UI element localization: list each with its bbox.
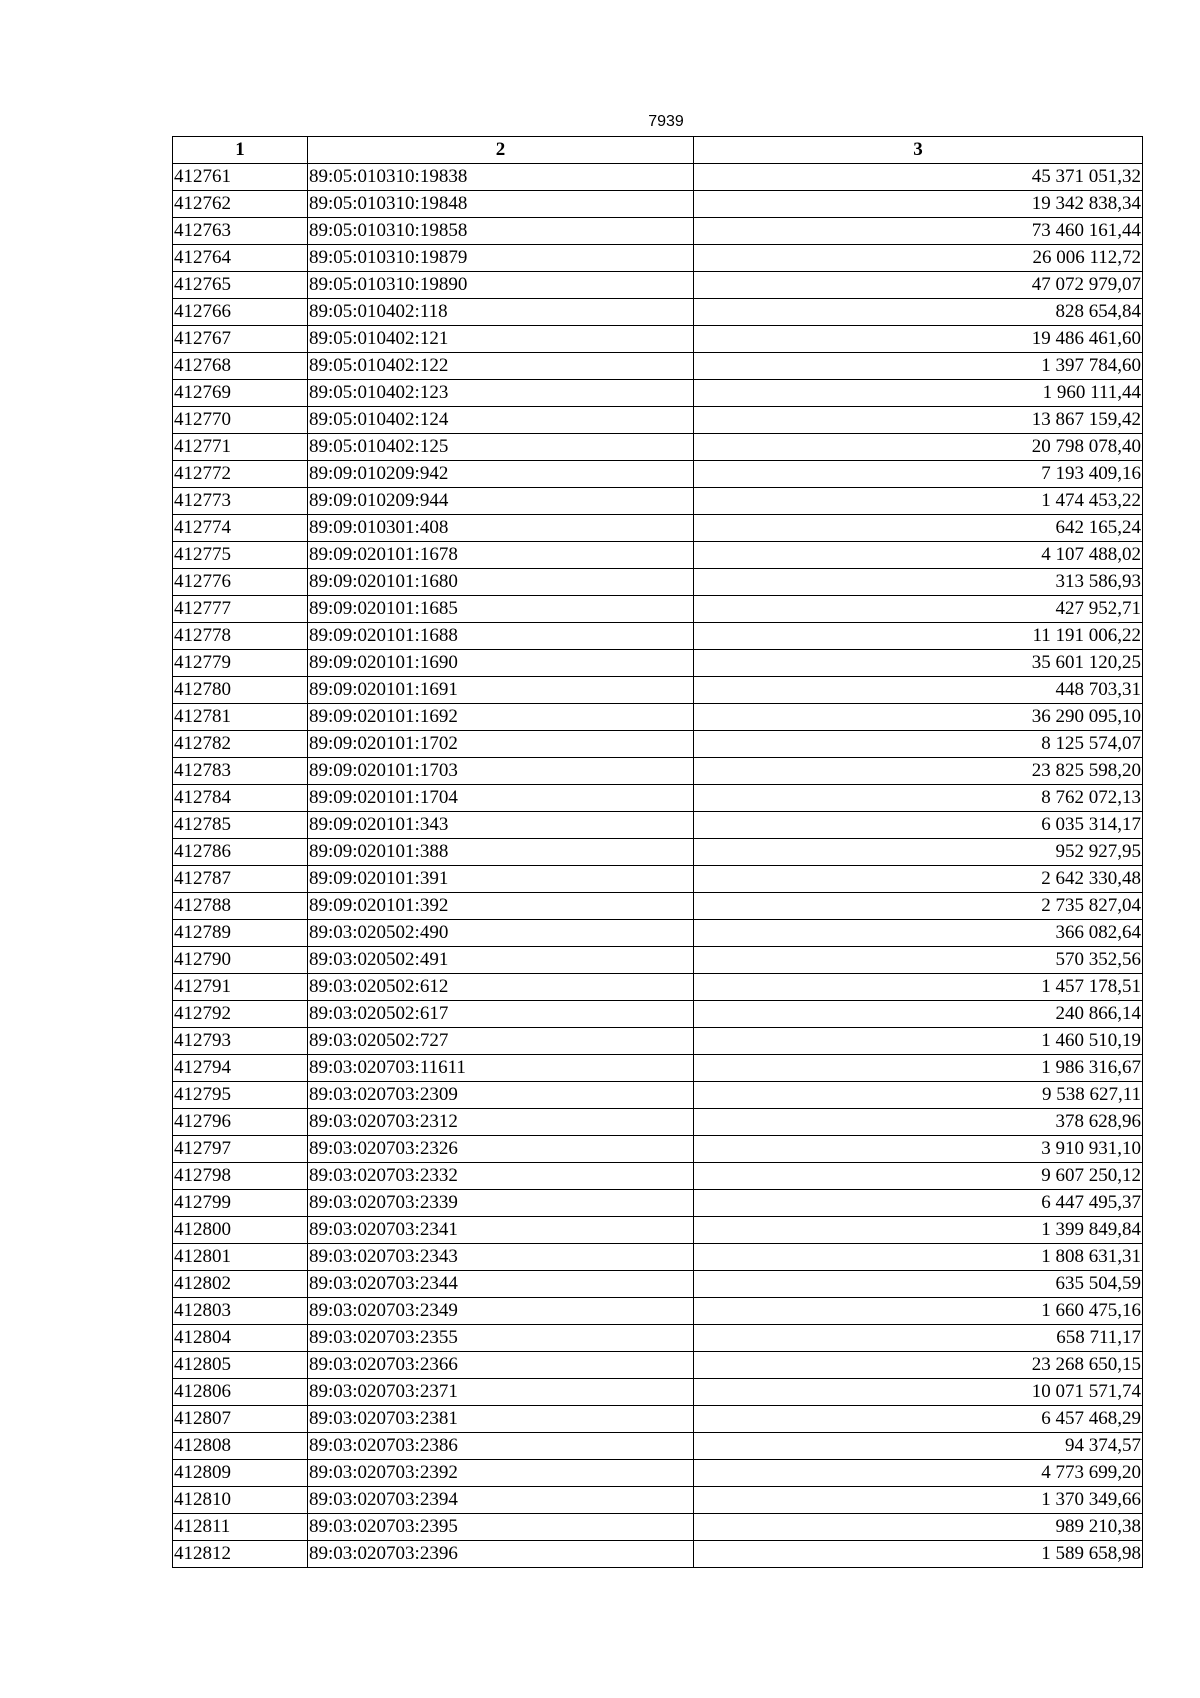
row-number-cell: 412773 (173, 488, 308, 515)
row-number-cell: 412778 (173, 623, 308, 650)
row-number-cell: 412797 (173, 1136, 308, 1163)
value-cell: 2 642 330,48 (694, 866, 1143, 893)
table-header-row (173, 137, 1143, 164)
table-row (173, 1433, 1143, 1460)
cadastral-number-cell: 89:03:020703:2381 (308, 1406, 694, 1433)
cadastral-number-cell: 89:05:010310:19838 (308, 164, 694, 191)
cadastral-number-cell: 89:09:020101:343 (308, 812, 694, 839)
table-row (173, 272, 1143, 299)
cadastral-number-cell: 89:05:010402:123 (308, 380, 694, 407)
row-number-cell: 412772 (173, 461, 308, 488)
cadastral-number-cell: 89:09:010301:408 (308, 515, 694, 542)
value-cell: 1 960 111,44 (694, 380, 1143, 407)
row-number-cell: 412783 (173, 758, 308, 785)
cadastral-number-cell: 89:05:010310:19858 (308, 218, 694, 245)
row-number-cell: 412809 (173, 1460, 308, 1487)
cadastral-number-cell: 89:09:020101:1704 (308, 785, 694, 812)
value-cell: 658 711,17 (694, 1325, 1143, 1352)
value-cell: 448 703,31 (694, 677, 1143, 704)
cadastral-number-cell: 89:09:020101:1702 (308, 731, 694, 758)
value-cell: 47 072 979,07 (694, 272, 1143, 299)
cadastral-number-cell: 89:03:020703:11611 (308, 1055, 694, 1082)
cadastral-number-cell: 89:03:020703:2344 (308, 1271, 694, 1298)
table-row (173, 326, 1143, 353)
value-cell: 9 607 250,12 (694, 1163, 1143, 1190)
value-cell: 19 342 838,34 (694, 191, 1143, 218)
cadastral-number-cell: 89:03:020502:617 (308, 1001, 694, 1028)
cadastral-number-cell: 89:03:020502:612 (308, 974, 694, 1001)
value-cell: 1 370 349,66 (694, 1487, 1143, 1514)
cadastral-number-cell: 89:09:020101:1692 (308, 704, 694, 731)
cadastral-number-cell: 89:03:020703:2395 (308, 1514, 694, 1541)
row-number-cell: 412803 (173, 1298, 308, 1325)
row-number-cell: 412811 (173, 1514, 308, 1541)
value-cell: 10 071 571,74 (694, 1379, 1143, 1406)
row-number-cell: 412805 (173, 1352, 308, 1379)
table-row (173, 461, 1143, 488)
value-cell: 6 457 468,29 (694, 1406, 1143, 1433)
row-number-cell: 412779 (173, 650, 308, 677)
cadastral-number-cell: 89:05:010310:19879 (308, 245, 694, 272)
table-row (173, 893, 1143, 920)
cadastral-number-cell: 89:09:020101:1703 (308, 758, 694, 785)
table-row (173, 515, 1143, 542)
value-cell: 1 808 631,31 (694, 1244, 1143, 1271)
value-cell: 35 601 120,25 (694, 650, 1143, 677)
table-row (173, 1163, 1143, 1190)
row-number-cell: 412802 (173, 1271, 308, 1298)
row-number-cell: 412765 (173, 272, 308, 299)
cadastral-number-cell: 89:03:020502:727 (308, 1028, 694, 1055)
cadastral-number-cell: 89:03:020703:2312 (308, 1109, 694, 1136)
cadastral-number-cell: 89:09:020101:1678 (308, 542, 694, 569)
table-row (173, 380, 1143, 407)
table-row (173, 947, 1143, 974)
table-row (173, 785, 1143, 812)
value-cell: 23 268 650,15 (694, 1352, 1143, 1379)
row-number-cell: 412766 (173, 299, 308, 326)
table-row (173, 218, 1143, 245)
table-row (173, 434, 1143, 461)
value-cell: 26 006 112,72 (694, 245, 1143, 272)
value-cell: 73 460 161,44 (694, 218, 1143, 245)
row-number-cell: 412770 (173, 407, 308, 434)
value-cell: 6 035 314,17 (694, 812, 1143, 839)
cadastral-number-cell: 89:03:020703:2309 (308, 1082, 694, 1109)
value-cell: 635 504,59 (694, 1271, 1143, 1298)
table-row (173, 488, 1143, 515)
table-row (173, 1055, 1143, 1082)
value-cell: 4 773 699,20 (694, 1460, 1143, 1487)
value-cell: 828 654,84 (694, 299, 1143, 326)
column-header-2: 2 (308, 137, 694, 164)
cadastral-number-cell: 89:09:020101:391 (308, 866, 694, 893)
cadastral-number-cell: 89:03:020703:2343 (308, 1244, 694, 1271)
row-number-cell: 412781 (173, 704, 308, 731)
table-row (173, 623, 1143, 650)
row-number-cell: 412804 (173, 1325, 308, 1352)
table-row (173, 1298, 1143, 1325)
row-number-cell: 412788 (173, 893, 308, 920)
table-row (173, 1028, 1143, 1055)
row-number-cell: 412793 (173, 1028, 308, 1055)
cadastral-number-cell: 89:09:020101:1680 (308, 569, 694, 596)
row-number-cell: 412798 (173, 1163, 308, 1190)
cadastral-number-cell: 89:05:010310:19890 (308, 272, 694, 299)
cadastral-number-cell: 89:09:020101:1690 (308, 650, 694, 677)
table-row (173, 650, 1143, 677)
row-number-cell: 412791 (173, 974, 308, 1001)
value-cell: 1 660 475,16 (694, 1298, 1143, 1325)
value-cell: 1 397 784,60 (694, 353, 1143, 380)
row-number-cell: 412785 (173, 812, 308, 839)
table-body (173, 164, 1143, 1568)
value-cell: 3 910 931,10 (694, 1136, 1143, 1163)
table-row (173, 1460, 1143, 1487)
row-number-cell: 412795 (173, 1082, 308, 1109)
cadastral-number-cell: 89:05:010402:122 (308, 353, 694, 380)
table-row (173, 1325, 1143, 1352)
value-cell: 19 486 461,60 (694, 326, 1143, 353)
table-row (173, 245, 1143, 272)
row-number-cell: 412784 (173, 785, 308, 812)
value-cell: 378 628,96 (694, 1109, 1143, 1136)
value-cell: 4 107 488,02 (694, 542, 1143, 569)
value-cell: 989 210,38 (694, 1514, 1143, 1541)
row-number-cell: 412789 (173, 920, 308, 947)
cadastral-number-cell: 89:05:010402:125 (308, 434, 694, 461)
cadastral-number-cell: 89:09:020101:392 (308, 893, 694, 920)
row-number-cell: 412801 (173, 1244, 308, 1271)
table-row (173, 1217, 1143, 1244)
page-number: 7939 (648, 113, 684, 130)
value-cell: 11 191 006,22 (694, 623, 1143, 650)
cadastral-number-cell: 89:03:020703:2386 (308, 1433, 694, 1460)
row-number-cell: 412786 (173, 839, 308, 866)
cadastral-number-cell: 89:09:010209:942 (308, 461, 694, 488)
cadastral-number-cell: 89:05:010402:124 (308, 407, 694, 434)
row-number-cell: 412774 (173, 515, 308, 542)
value-cell: 1 986 316,67 (694, 1055, 1143, 1082)
data-table (172, 136, 1143, 1568)
row-number-cell: 412767 (173, 326, 308, 353)
row-number-cell: 412796 (173, 1109, 308, 1136)
value-cell: 1 399 849,84 (694, 1217, 1143, 1244)
table-row (173, 1109, 1143, 1136)
cadastral-number-cell: 89:03:020703:2355 (308, 1325, 694, 1352)
value-cell: 20 798 078,40 (694, 434, 1143, 461)
row-number-cell: 412790 (173, 947, 308, 974)
row-number-cell: 412806 (173, 1379, 308, 1406)
row-number-cell: 412787 (173, 866, 308, 893)
value-cell: 642 165,24 (694, 515, 1143, 542)
cadastral-number-cell: 89:05:010402:118 (308, 299, 694, 326)
cadastral-number-cell: 89:03:020703:2366 (308, 1352, 694, 1379)
cadastral-number-cell: 89:09:010209:944 (308, 488, 694, 515)
cadastral-number-cell: 89:05:010310:19848 (308, 191, 694, 218)
cadastral-number-cell: 89:09:020101:388 (308, 839, 694, 866)
value-cell: 240 866,14 (694, 1001, 1143, 1028)
table-row (173, 1082, 1143, 1109)
value-cell: 36 290 095,10 (694, 704, 1143, 731)
cadastral-number-cell: 89:09:020101:1691 (308, 677, 694, 704)
row-number-cell: 412775 (173, 542, 308, 569)
value-cell: 8 125 574,07 (694, 731, 1143, 758)
row-number-cell: 412792 (173, 1001, 308, 1028)
cadastral-number-cell: 89:05:010402:121 (308, 326, 694, 353)
table-row (173, 353, 1143, 380)
table-row (173, 974, 1143, 1001)
row-number-cell: 412771 (173, 434, 308, 461)
table-row (173, 704, 1143, 731)
row-number-cell: 412794 (173, 1055, 308, 1082)
cadastral-number-cell: 89:03:020502:490 (308, 920, 694, 947)
table-row (173, 1190, 1143, 1217)
table-row (173, 677, 1143, 704)
cadastral-number-cell: 89:03:020703:2349 (308, 1298, 694, 1325)
value-cell: 23 825 598,20 (694, 758, 1143, 785)
table-row (173, 1136, 1143, 1163)
table-row (173, 596, 1143, 623)
table-row (173, 731, 1143, 758)
row-number-cell: 412768 (173, 353, 308, 380)
value-cell: 952 927,95 (694, 839, 1143, 866)
value-cell: 366 082,64 (694, 920, 1143, 947)
row-number-cell: 412780 (173, 677, 308, 704)
table-row (173, 1541, 1143, 1568)
table-row (173, 758, 1143, 785)
row-number-cell: 412777 (173, 596, 308, 623)
cadastral-number-cell: 89:03:020703:2332 (308, 1163, 694, 1190)
column-header-1: 1 (173, 137, 308, 164)
row-number-cell: 412761 (173, 164, 308, 191)
table-row (173, 812, 1143, 839)
value-cell: 313 586,93 (694, 569, 1143, 596)
value-cell: 7 193 409,16 (694, 461, 1143, 488)
row-number-cell: 412800 (173, 1217, 308, 1244)
value-cell: 427 952,71 (694, 596, 1143, 623)
value-cell: 1 474 453,22 (694, 488, 1143, 515)
table-row (173, 1406, 1143, 1433)
table-row (173, 164, 1143, 191)
table-row (173, 1271, 1143, 1298)
row-number-cell: 412762 (173, 191, 308, 218)
table-row (173, 407, 1143, 434)
cadastral-number-cell: 89:03:020703:2341 (308, 1217, 694, 1244)
table-row (173, 1514, 1143, 1541)
row-number-cell: 412808 (173, 1433, 308, 1460)
row-number-cell: 412782 (173, 731, 308, 758)
row-number-cell: 412776 (173, 569, 308, 596)
value-cell: 9 538 627,11 (694, 1082, 1143, 1109)
cadastral-number-cell: 89:03:020502:491 (308, 947, 694, 974)
cadastral-number-cell: 89:03:020703:2392 (308, 1460, 694, 1487)
table-row (173, 299, 1143, 326)
cadastral-number-cell: 89:03:020703:2371 (308, 1379, 694, 1406)
table-row (173, 920, 1143, 947)
table-row (173, 839, 1143, 866)
value-cell: 94 374,57 (694, 1433, 1143, 1460)
value-cell: 1 457 178,51 (694, 974, 1143, 1001)
row-number-cell: 412807 (173, 1406, 308, 1433)
value-cell: 8 762 072,13 (694, 785, 1143, 812)
cadastral-number-cell: 89:03:020703:2396 (308, 1541, 694, 1568)
row-number-cell: 412810 (173, 1487, 308, 1514)
value-cell: 2 735 827,04 (694, 893, 1143, 920)
table-row (173, 191, 1143, 218)
cadastral-number-cell: 89:03:020703:2326 (308, 1136, 694, 1163)
table-row (173, 1244, 1143, 1271)
cadastral-number-cell: 89:03:020703:2339 (308, 1190, 694, 1217)
table-row (173, 1001, 1143, 1028)
cadastral-number-cell: 89:09:020101:1685 (308, 596, 694, 623)
value-cell: 45 371 051,32 (694, 164, 1143, 191)
table-row (173, 866, 1143, 893)
table-row (173, 1379, 1143, 1406)
row-number-cell: 412764 (173, 245, 308, 272)
row-number-cell: 412769 (173, 380, 308, 407)
value-cell: 1 589 658,98 (694, 1541, 1143, 1568)
row-number-cell: 412763 (173, 218, 308, 245)
cadastral-number-cell: 89:09:020101:1688 (308, 623, 694, 650)
table-row (173, 1352, 1143, 1379)
value-cell: 1 460 510,19 (694, 1028, 1143, 1055)
table-row (173, 542, 1143, 569)
value-cell: 13 867 159,42 (694, 407, 1143, 434)
table-row (173, 1487, 1143, 1514)
row-number-cell: 412812 (173, 1541, 308, 1568)
value-cell: 6 447 495,37 (694, 1190, 1143, 1217)
table-row (173, 569, 1143, 596)
value-cell: 570 352,56 (694, 947, 1143, 974)
row-number-cell: 412799 (173, 1190, 308, 1217)
column-header-3: 3 (694, 137, 1143, 164)
cadastral-number-cell: 89:03:020703:2394 (308, 1487, 694, 1514)
